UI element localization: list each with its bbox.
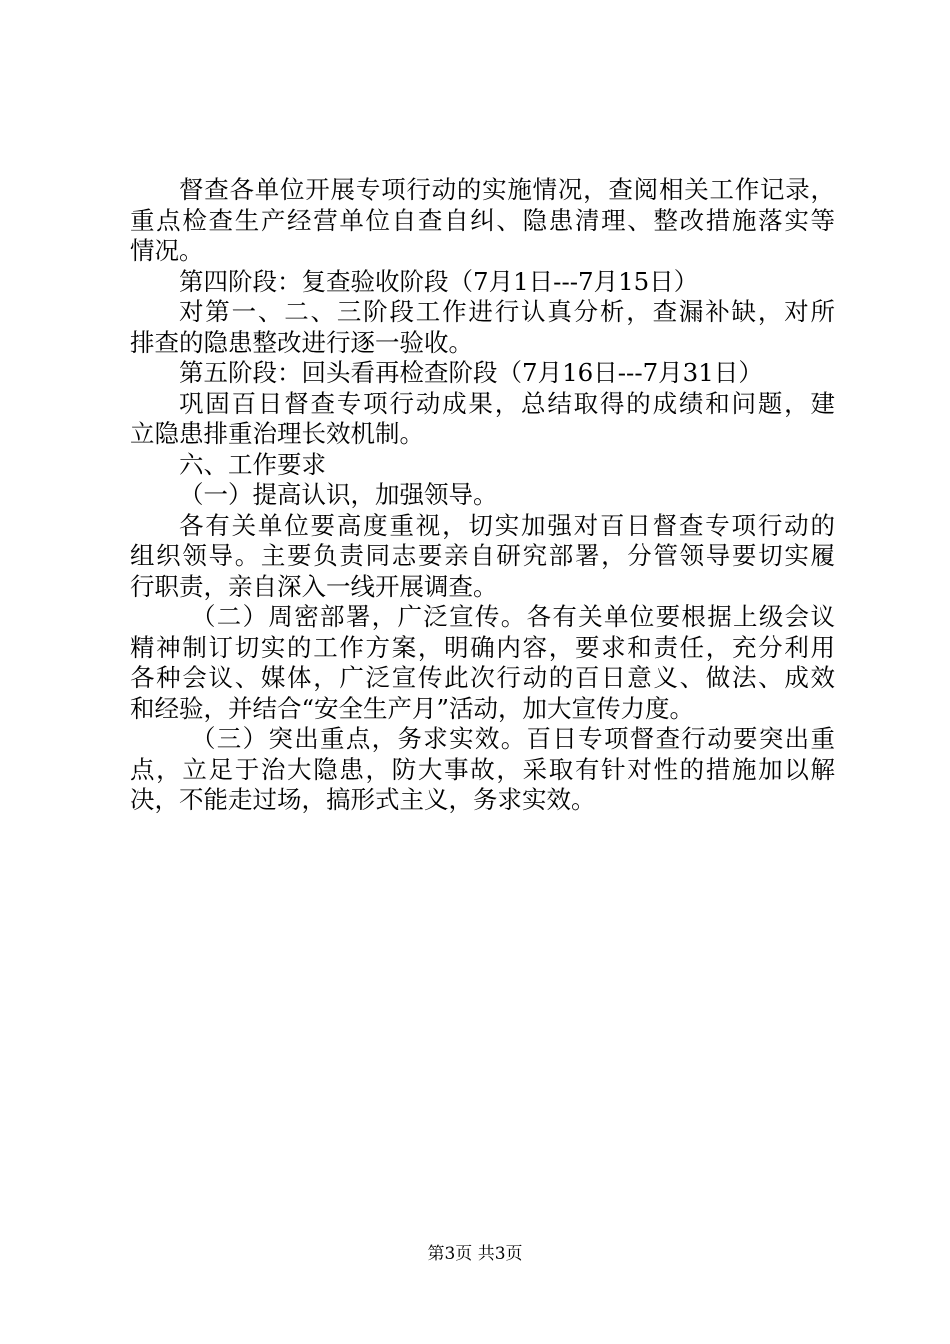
paragraph-line: 巩固百日督查专项行动成果，总结取得的成绩和问题，建 [179, 388, 835, 418]
paragraph-line: 对第一、二、三阶段工作进行认真分析，查漏补缺，对所 [179, 297, 835, 326]
paragraph-line: （三）突出重点，务求实效。百日专项督查行动要突出重 [191, 724, 835, 753]
paragraph-line: 立隐患排重治理长效机制。 [130, 419, 424, 448]
paragraph-line: 点，立足于治大隐患，防大事故，采取有针对性的措施加以解 [130, 754, 835, 784]
paragraph-line: 督查各单位开展专项行动的实施情况，查阅相关工作记录， [179, 175, 835, 204]
paragraph-line: 各有关单位要高度重视，切实加强对百日督查专项行动的 [179, 510, 835, 540]
paragraph-line: 和经验，并结合“安全生产月”活动，加大宣传力度。 [130, 693, 695, 723]
section-heading: 第五阶段：回头看再检查阶段（7月16日---7月31日） [179, 358, 763, 387]
paragraph-line: 行职责，亲自深入一线开展调查。 [130, 571, 498, 601]
paragraph-line: 各种会议、媒体，广泛宣传此次行动的百日意义、做法、成效 [130, 663, 835, 692]
paragraph-line: 精神制订切实的工作方案，明确内容，要求和责任，充分利用 [130, 632, 835, 662]
paragraph-line: 决，不能走过场，搞形式主义，务求实效。 [130, 785, 596, 814]
document-body [130, 175, 835, 816]
paragraph-line: 重点检查生产经营单位自查自纠、隐患清理、整改措施落实等 [130, 205, 835, 235]
section-heading: 六、工作要求 [179, 449, 326, 479]
paragraph-line: 情况。 [130, 236, 204, 265]
paragraph-line: 组织领导。主要负责同志要亲自研究部署，分管领导要切实履 [130, 541, 835, 570]
paragraph-line: 排查的隐患整改进行逐一验收。 [130, 327, 473, 357]
paragraph-line: （二）周密部署，广泛宣传。各有关单位要根据上级会议 [191, 602, 835, 631]
page-number-footer: 第3页 共3页 [427, 1244, 523, 1264]
subsection-heading: （一）提高认识，加强领导。 [179, 480, 498, 509]
section-heading: 第四阶段：复查验收阶段（7月1日---7月15日） [179, 266, 699, 296]
